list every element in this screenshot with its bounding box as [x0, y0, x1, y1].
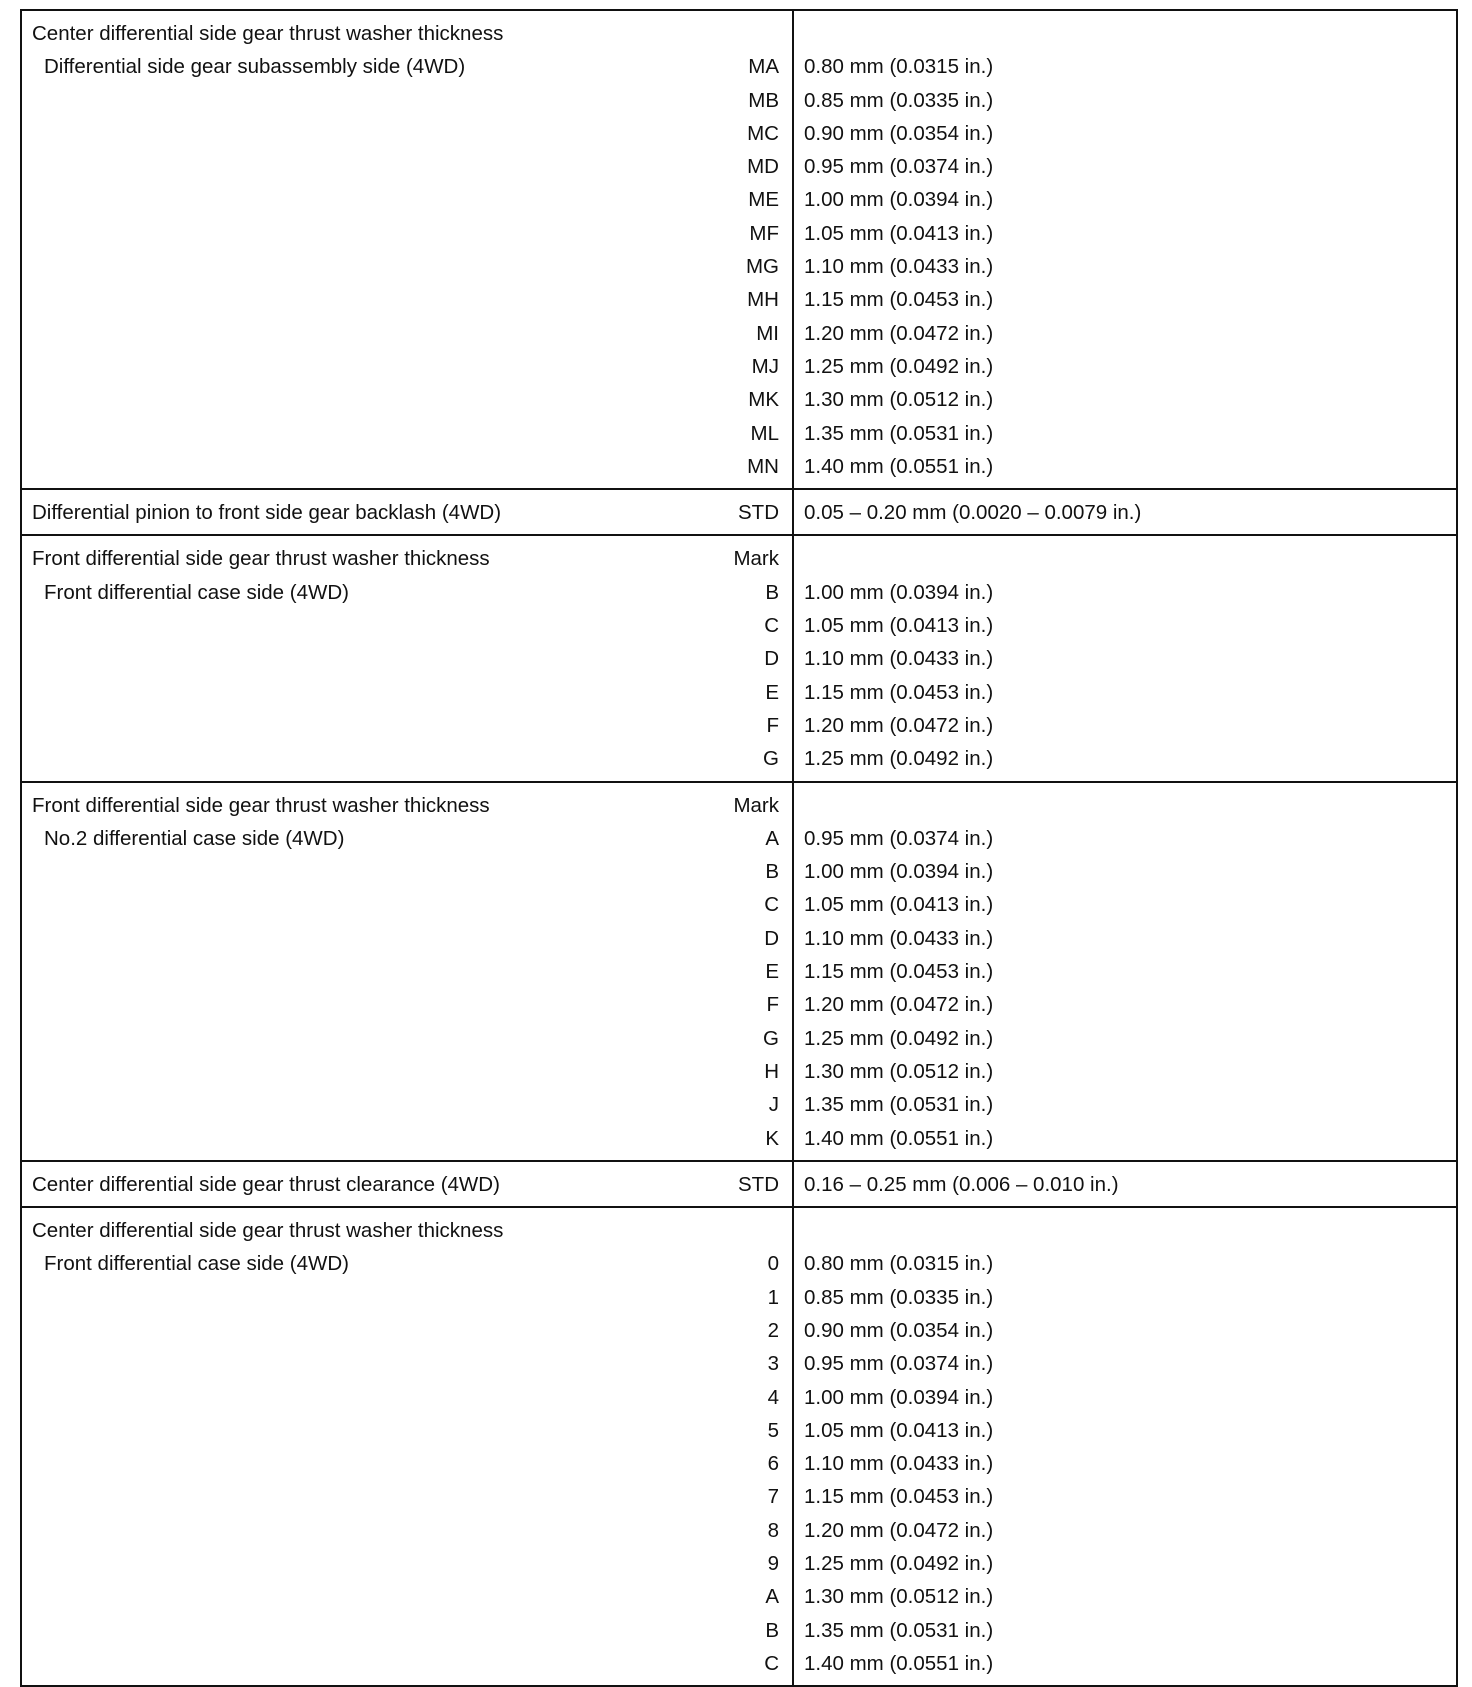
specification-table	[20, 9, 1458, 1687]
spec-mark: G	[763, 747, 779, 771]
spec-mark: B	[765, 1618, 779, 1642]
spec-mark: 1	[767, 1285, 779, 1309]
spec-value-line	[794, 922, 1456, 955]
spec-mark: E	[765, 960, 779, 984]
spec-value-line	[794, 50, 1456, 83]
spec-value-cell	[793, 489, 1457, 535]
spec-value-line	[794, 1314, 1456, 1347]
spec-subtitle: No.2 differential case side (4WD)	[44, 826, 345, 850]
spec-mark-line	[22, 1514, 792, 1547]
spec-mark-line	[22, 1122, 792, 1155]
spec-header-line	[22, 496, 792, 529]
spec-mark: MF	[749, 221, 779, 245]
spec-mark-line	[22, 183, 792, 216]
spec-value-line	[794, 84, 1456, 117]
spec-thickness-value: 1.05 mm (0.0413 in.)	[804, 893, 994, 917]
spec-item-cell	[21, 1161, 793, 1207]
spec-mark: A	[765, 826, 779, 850]
spec-thickness-value: 1.40 mm (0.0551 in.)	[804, 454, 994, 478]
spec-mark-line	[22, 888, 792, 921]
spec-value-line	[794, 742, 1456, 775]
spec-item-cell	[21, 10, 793, 489]
spec-header-line	[22, 1214, 792, 1247]
spec-mark-line	[22, 709, 792, 742]
spec-mark-line	[22, 642, 792, 675]
spec-value-line	[794, 117, 1456, 150]
spec-mark-line	[22, 417, 792, 450]
spec-thickness-value: 0.80 mm (0.0315 in.)	[804, 55, 994, 79]
spec-value-line	[794, 1614, 1456, 1647]
spec-header-line	[22, 789, 792, 822]
spec-mark: 8	[767, 1518, 779, 1542]
spec-value-line	[794, 1022, 1456, 1055]
spec-mark: ML	[750, 421, 779, 445]
spec-mark-line	[22, 1281, 792, 1314]
spec-value-line	[794, 317, 1456, 350]
spec-mark-line	[22, 1088, 792, 1121]
spec-mark-line	[22, 676, 792, 709]
spec-value-line	[794, 1647, 1456, 1680]
spec-standard-value: 0.05 – 0.20 mm (0.0020 – 0.0079 in.)	[804, 501, 1142, 525]
spec-header-line	[22, 1168, 792, 1201]
spec-value-line	[794, 450, 1456, 483]
spec-mark-line	[22, 955, 792, 988]
spec-value-line	[794, 217, 1456, 250]
spec-value-line	[794, 609, 1456, 642]
spec-item-cell	[21, 782, 793, 1161]
spec-mark: F	[766, 713, 779, 737]
spec-thickness-value: 1.25 mm (0.0492 in.)	[804, 747, 994, 771]
spec-mark: H	[764, 1059, 779, 1083]
spec-thickness-value: 1.35 mm (0.0531 in.)	[804, 1093, 994, 1117]
spec-thickness-value: 1.20 mm (0.0472 in.)	[804, 993, 994, 1017]
spec-header-mark: Mark	[733, 793, 779, 817]
spec-thickness-value: 1.30 mm (0.0512 in.)	[804, 388, 994, 412]
spec-thickness-value: 0.80 mm (0.0315 in.)	[804, 1252, 994, 1276]
spec-value-line	[794, 709, 1456, 742]
spec-mark: MN	[747, 454, 779, 478]
spec-value-line	[794, 1055, 1456, 1088]
spec-value-line	[794, 1414, 1456, 1447]
spec-mark: 0	[767, 1252, 779, 1276]
spec-mark-line	[22, 1314, 792, 1347]
spec-title: Center differential side gear thrust washer thickness	[32, 1219, 504, 1243]
spec-value-line	[794, 417, 1456, 450]
spec-mark: B	[765, 580, 779, 604]
spec-value-line	[794, 888, 1456, 921]
spec-value-line	[794, 1547, 1456, 1580]
spec-title: Center differential side gear thrust clearance (4WD)	[32, 1172, 500, 1196]
spec-header-mark: Mark	[733, 547, 779, 571]
spec-mark-line	[22, 1647, 792, 1680]
spec-thickness-value: 1.15 mm (0.0453 in.)	[804, 680, 994, 704]
spec-thickness-value: 1.25 mm (0.0492 in.)	[804, 1552, 994, 1576]
spec-title: Front differential side gear thrust washer thickness	[32, 547, 490, 571]
spec-mark: 2	[767, 1318, 779, 1342]
spec-value-line	[794, 1447, 1456, 1480]
spec-mark: MD	[747, 155, 779, 179]
spec-thickness-value: 1.10 mm (0.0433 in.)	[804, 255, 994, 279]
spec-thickness-value: 1.35 mm (0.0531 in.)	[804, 1618, 994, 1642]
spec-mark: D	[764, 647, 779, 671]
spec-mark: MG	[745, 255, 779, 279]
spec-mark-line	[22, 822, 792, 855]
spec-value-line	[794, 250, 1456, 283]
spec-mark: 6	[767, 1452, 779, 1476]
spec-thickness-value: 1.25 mm (0.0492 in.)	[804, 1026, 994, 1050]
spec-thickness-value: 0.90 mm (0.0354 in.)	[804, 121, 994, 145]
spec-mark: ME	[748, 188, 779, 212]
spec-thickness-value: 0.95 mm (0.0374 in.)	[804, 1352, 994, 1376]
spec-mark: MC	[747, 121, 779, 145]
spec-mark-line	[22, 50, 792, 83]
spec-mark: F	[766, 993, 779, 1017]
spec-mark: 4	[767, 1385, 779, 1409]
spec-mark-line	[22, 609, 792, 642]
spec-thickness-value: 1.05 mm (0.0413 in.)	[804, 614, 994, 638]
spec-section	[21, 1161, 1457, 1207]
spec-mark-line	[22, 117, 792, 150]
spec-value-line	[794, 1381, 1456, 1414]
spec-thickness-value: 1.10 mm (0.0433 in.)	[804, 926, 994, 950]
spec-header-line	[22, 17, 792, 50]
spec-mark-line	[22, 1022, 792, 1055]
spec-thickness-value: 1.30 mm (0.0512 in.)	[804, 1585, 994, 1609]
spec-mark-line	[22, 1547, 792, 1580]
spec-thickness-value: 1.25 mm (0.0492 in.)	[804, 354, 994, 378]
spec-mark-line	[22, 350, 792, 383]
spec-subtitle: Differential side gear subassembly side (4WD)	[44, 55, 466, 79]
spec-thickness-value: 1.35 mm (0.0531 in.)	[804, 421, 994, 445]
spec-mark-line	[22, 1347, 792, 1380]
spec-mark: A	[765, 1585, 779, 1609]
spec-value-cell	[793, 1161, 1457, 1207]
spec-value-line	[794, 855, 1456, 888]
spec-value-line	[794, 1514, 1456, 1547]
spec-thickness-value: 0.95 mm (0.0374 in.)	[804, 826, 994, 850]
spec-header-value-line	[794, 542, 1456, 575]
spec-header-value-line	[794, 789, 1456, 822]
spec-mark: MA	[748, 55, 779, 79]
spec-thickness-value: 0.85 mm (0.0335 in.)	[804, 1285, 994, 1309]
specification-table-body	[21, 10, 1457, 1686]
spec-mark: B	[765, 860, 779, 884]
spec-value-line	[794, 822, 1456, 855]
spec-value-line	[794, 1247, 1456, 1280]
spec-mark: MH	[747, 288, 779, 312]
spec-value-line	[794, 1281, 1456, 1314]
spec-mark: MK	[748, 388, 779, 412]
spec-mark-line	[22, 1247, 792, 1280]
spec-mark: J	[768, 1093, 779, 1117]
spec-value-line	[794, 383, 1456, 416]
spec-value-cell	[793, 782, 1457, 1161]
spec-mark: D	[764, 926, 779, 950]
spec-mark-line	[22, 1447, 792, 1480]
spec-standard-value: 0.16 – 0.25 mm (0.006 – 0.010 in.)	[804, 1172, 1119, 1196]
spec-value-cell	[793, 535, 1457, 781]
spec-mark-line	[22, 217, 792, 250]
spec-thickness-value: 1.05 mm (0.0413 in.)	[804, 1418, 994, 1442]
spec-thickness-value: 1.15 mm (0.0453 in.)	[804, 1485, 994, 1509]
spec-value-line	[794, 1347, 1456, 1380]
spec-item-cell	[21, 535, 793, 781]
spec-thickness-value: 0.90 mm (0.0354 in.)	[804, 1318, 994, 1342]
spec-mark-line	[22, 283, 792, 316]
spec-value-line	[794, 1122, 1456, 1155]
spec-value-line	[794, 350, 1456, 383]
spec-mark-line	[22, 988, 792, 1021]
spec-title: Differential pinion to front side gear backlash (4WD)	[32, 501, 502, 525]
spec-header-value-line	[794, 17, 1456, 50]
spec-header-value-line	[794, 496, 1456, 529]
spec-value-line	[794, 576, 1456, 609]
spec-mark-line	[22, 250, 792, 283]
spec-value-line	[794, 955, 1456, 988]
spec-header-value-line	[794, 1168, 1456, 1201]
spec-mark-line	[22, 1580, 792, 1613]
spec-thickness-value: 1.10 mm (0.0433 in.)	[804, 647, 994, 671]
spec-item-cell	[21, 489, 793, 535]
spec-value-cell	[793, 10, 1457, 489]
spec-thickness-value: 1.20 mm (0.0472 in.)	[804, 321, 994, 345]
spec-mark-line	[22, 1480, 792, 1513]
spec-mark: 3	[767, 1352, 779, 1376]
spec-mark-line	[22, 855, 792, 888]
spec-mark: C	[764, 614, 779, 638]
spec-mark: G	[763, 1026, 779, 1050]
spec-thickness-value: 1.00 mm (0.0394 in.)	[804, 1385, 994, 1409]
spec-mark-line	[22, 1055, 792, 1088]
spec-subtitle: Front differential case side (4WD)	[44, 1252, 349, 1276]
spec-thickness-value: 1.20 mm (0.0472 in.)	[804, 713, 994, 737]
spec-mark-line	[22, 383, 792, 416]
spec-mark-line	[22, 1381, 792, 1414]
spec-mark-line	[22, 1414, 792, 1447]
spec-value-line	[794, 988, 1456, 1021]
spec-mark-line	[22, 84, 792, 117]
spec-header-line	[22, 542, 792, 575]
spec-value-line	[794, 183, 1456, 216]
spec-mark-line	[22, 576, 792, 609]
spec-thickness-value: 1.00 mm (0.0394 in.)	[804, 860, 994, 884]
spec-mark: MJ	[751, 354, 779, 378]
spec-thickness-value: 0.95 mm (0.0374 in.)	[804, 155, 994, 179]
spec-section	[21, 782, 1457, 1161]
spec-thickness-value: 0.85 mm (0.0335 in.)	[804, 88, 994, 112]
spec-mark-line	[22, 150, 792, 183]
spec-value-line	[794, 283, 1456, 316]
spec-title: Center differential side gear thrust washer thickness	[32, 22, 504, 45]
spec-mark-line	[22, 317, 792, 350]
spec-thickness-value: 1.00 mm (0.0394 in.)	[804, 188, 994, 212]
spec-mark: E	[765, 680, 779, 704]
spec-value-line	[794, 1580, 1456, 1613]
spec-subtitle: Front differential case side (4WD)	[44, 580, 349, 604]
spec-header-mark: STD	[738, 501, 779, 525]
spec-thickness-value: 1.20 mm (0.0472 in.)	[804, 1518, 994, 1542]
spec-mark: MB	[748, 88, 779, 112]
spec-mark: C	[764, 1651, 779, 1675]
spec-value-line	[794, 642, 1456, 675]
spec-mark-line	[22, 450, 792, 483]
spec-value-cell	[793, 1207, 1457, 1686]
spec-value-line	[794, 676, 1456, 709]
spec-thickness-value: 1.10 mm (0.0433 in.)	[804, 1452, 994, 1476]
spec-section	[21, 535, 1457, 781]
spec-section	[21, 489, 1457, 535]
spec-thickness-value: 1.30 mm (0.0512 in.)	[804, 1059, 994, 1083]
spec-value-line	[794, 1088, 1456, 1121]
spec-header-mark: STD	[738, 1172, 779, 1196]
spec-value-line	[794, 150, 1456, 183]
spec-mark: MI	[756, 321, 779, 345]
spec-mark: 5	[767, 1418, 779, 1442]
spec-mark-line	[22, 922, 792, 955]
spec-thickness-value: 1.15 mm (0.0453 in.)	[804, 288, 994, 312]
spec-thickness-value: 1.40 mm (0.0551 in.)	[804, 1126, 994, 1150]
spec-thickness-value: 1.40 mm (0.0551 in.)	[804, 1651, 994, 1675]
spec-mark: 7	[767, 1485, 779, 1509]
spec-value-line	[794, 1480, 1456, 1513]
spec-thickness-value: 1.05 mm (0.0413 in.)	[804, 221, 994, 245]
spec-thickness-value: 1.15 mm (0.0453 in.)	[804, 960, 994, 984]
spec-section	[21, 1207, 1457, 1686]
spec-item-cell	[21, 1207, 793, 1686]
spec-title: Front differential side gear thrust washer thickness	[32, 793, 490, 817]
spec-section	[21, 10, 1457, 489]
spec-mark-line	[22, 742, 792, 775]
spec-mark: 9	[767, 1552, 779, 1576]
spec-mark: C	[764, 893, 779, 917]
spec-mark-line	[22, 1614, 792, 1647]
spec-header-value-line	[794, 1214, 1456, 1247]
spec-thickness-value: 1.00 mm (0.0394 in.)	[804, 580, 994, 604]
spec-mark: K	[765, 1126, 779, 1150]
